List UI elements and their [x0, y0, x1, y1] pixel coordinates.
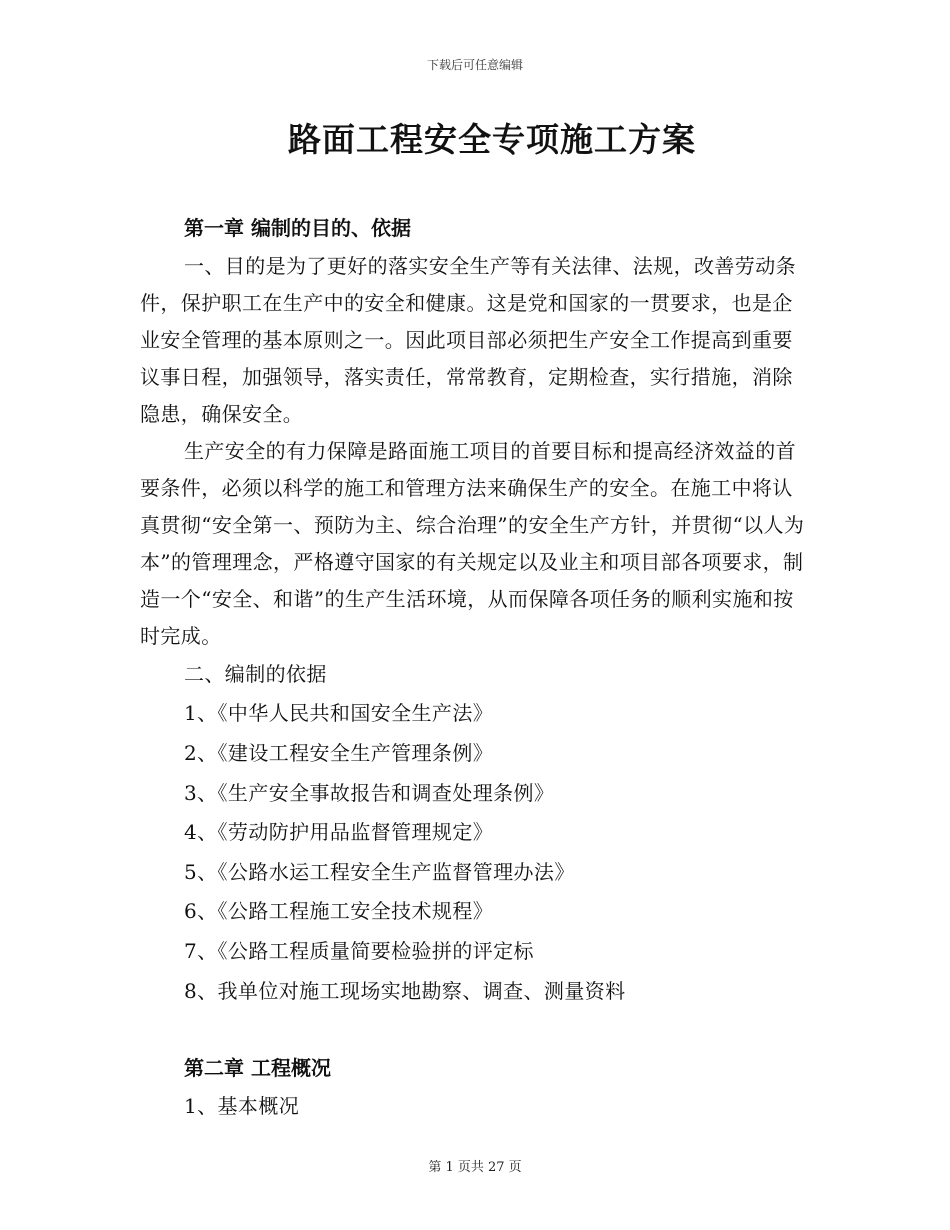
basis-item: 5、《公路水运工程安全生产监督管理办法》: [184, 860, 575, 884]
chapter-1-paragraph-2: 生产安全的有力保障是路面施工项目的首要目标和提高经济效益的首要条件，必须以科学的施工和管理方法来确保生产的安全。在施工中将认真贯彻“安全第一、预防为主、综合治理”的安全生产方针，并贯彻“以人为本”的管理理念，严格遵守国家的有关规定以及业主和项目部各项要求，制造一个“安全、和谐”的生产生活环境，从而保障各项任务的顺利实施和按时完成。: [140, 439, 805, 648]
chapter-1-heading: 第一章 编制的目的、依据: [184, 216, 411, 240]
basis-item: 6、《公路工程施工安全技术规程》: [184, 899, 494, 923]
basis-item: 3、《生产安全事故报告和调查处理条例》: [184, 781, 555, 805]
basis-item: 2、《建设工程安全生产管理条例》: [184, 741, 494, 765]
basis-item: 7、《公路工程质量简要检验拼的评定标: [184, 939, 534, 963]
chapter-2-heading: 第二章 工程概况: [184, 1056, 331, 1080]
basis-item: 8、我单位对施工现场实地勘察、调查、测量资料: [184, 979, 626, 1003]
header-note: 下载后可任意编辑: [426, 58, 523, 72]
document-title: 路面工程安全专项施工方案: [288, 120, 696, 159]
chapter-2-item-1: 1、基本概况: [184, 1094, 300, 1118]
basis-item: 4、《劳动防护用品监督管理规定》: [184, 820, 494, 844]
basis-heading: 二、编制的依据: [184, 662, 327, 686]
basis-item: 1、《中华人民共和国安全生产法》: [184, 701, 494, 725]
chapter-1-paragraph-1: 一、目的是为了更好的落实安全生产等有关法律、法规，改善劳动条件，保护职工在生产中的安全和健康。这是党和国家的一贯要求，也是企业安全管理的基本原则之一。因此项目部必须把生产安全工作提高到重要议事日程，加强领导，落实责任，常常教育，定期检查，实行措施，消除隐患，确保安全。: [140, 254, 796, 426]
page-footer: 第 1 页共 27 页: [428, 1160, 522, 1175]
